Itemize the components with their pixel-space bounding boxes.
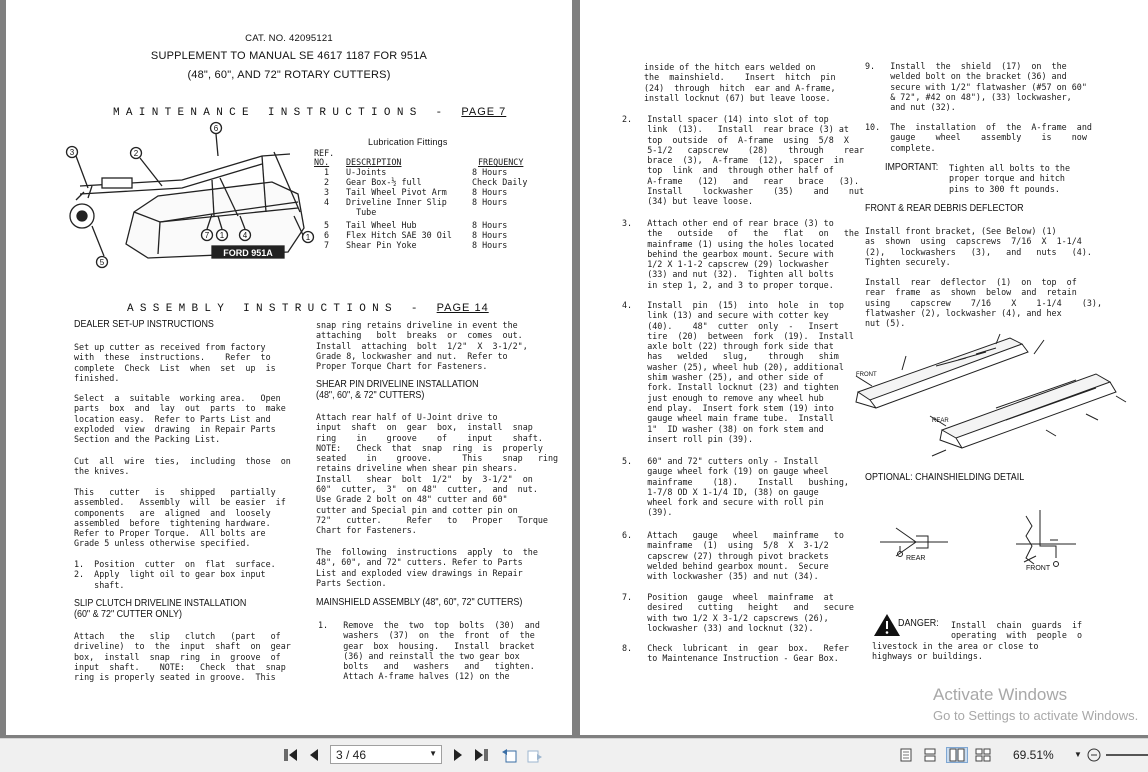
slip-clutch-paragraph: Attach the slip clutch (part of driveline) to the input shaft on gear box, install snap ring in groove of input shaft. NOTE: Check that snap ring is properly seated in groove. This [74,631,291,683]
lub-row-no: 2 [324,177,330,187]
slip-clutch-title: SLIP CLUTCH DRIVELINE INSTALLATION [74,598,247,609]
important-text: Tighten all bolts to the proper torque and hitch pins to 300 ft pounds. [949,163,1071,194]
maintenance-page-link[interactable]: PAGE 7 [461,106,507,118]
debris-deflector-paragraph: Install rear deflector (1) on top of rear frame as shown below and retain using capscrew 7/16 X 1-1/4 (3), flatwasher (2), lockwasher (4), and hex nut (5). [865,277,1102,329]
lub-row-no: 1 [324,167,330,177]
callout-4: 4 [242,231,248,240]
lub-row-freq: 8 Hours [472,240,508,250]
zoom-out-button[interactable] [1086,747,1102,763]
assembly-step-5: 5. 60" and 72" cutters only - Install gauge wheel fork (19) on gauge wheel mainframe (18). Install bushing, 1-7/8 OD X 1-1/4 ID, (38) on gauge wheel fork and secure with roll pin (39). [622,456,849,518]
activate-windows-watermark [933,685,1148,723]
first-page-button[interactable] [282,747,300,763]
driveline-continued-paragraph: snap ring retains driveline in event the attaching bolt breaks or comes out. Install attaching bolt 1/2" X 3-1/2", Grade 8, lockwasher and nut. Refer to Proper Torque Chart for Fasteners. [316,320,528,372]
viewer-toolbar [0,738,1148,772]
continuous-page-icon [924,748,936,762]
debris-deflector-paragraph: Install front bracket, (See Below) (1) as shown using capscrews 7/16 X 1-1/4 (2), lockwashers (3), and nuts (4). Tighten securely. [865,226,1092,267]
forward-view-icon [527,747,543,763]
lub-row-desc: Flex Hitch SAE 30 Oil [346,230,452,240]
assembly-heading: ASSEMBLY INSTRUCTIONS - PAGE 14 [127,302,489,315]
lub-row-desc: Tail Wheel Hub [346,220,417,230]
back-view-icon [501,747,517,763]
deflector-rear-label: REAR [932,418,949,424]
watermark-title: Activate Windows [933,685,1068,704]
lub-row-no: 5 [324,220,330,230]
chevron-down-icon: ▼ [429,749,437,758]
lub-col-ref-2: NO. [314,157,330,167]
maintenance-heading: MAINTENANCE INSTRUCTIONS - PAGE 7 [113,106,507,119]
debris-deflector-title: FRONT & REAR DEBRIS DEFLECTOR [865,203,1024,214]
lub-col-frequency: FREQUENCY [478,157,524,167]
lub-row-freq: 8 Hours [472,230,508,240]
danger-text-continued: livestock in the area or close to highways or buildings. [872,641,1039,662]
dealer-paragraph: Select a suitable working area. Open parts box and lay out parts to make location easy. Refer to Parts List and exploded view drawing in Repair Parts Section and the Packing List. [74,393,286,445]
lub-row-no: 7 [324,240,330,250]
deflector-front-label: FRONT [856,372,877,378]
assembly-step-2: 2. Install spacer (14) into slot of top link (13). Install rear brace (3) at top outside of A-frame using 5/8 X 5-1/2 capscrew (28) through rear brace (3), A-frame (12), spacer in top link and through other half of A-frame (12) and rear brace (3). Install lockwasher (35) and nut (34) but leave loose. [622,114,865,207]
chain-rear-label: REAR [906,555,926,562]
callout-1b: 1 [305,233,311,242]
dealer-steps: 1. Position cutter on flat surface. 2. Apply light oil to gear box input shaft. [74,559,276,590]
facing-pages-icon [949,748,965,762]
document-title: SUPPLEMENT TO MANUAL SE 4617 1187 FOR 951A [150,50,428,62]
assembly-step-8: 8. Check lubricant in gear box. Refer to Maintenance Instruction - Gear Box. [622,643,849,664]
debris-deflector-diagram [846,330,1146,458]
document-subtitle: (48", 60", AND 72" ROTARY CUTTERS) [187,69,391,81]
next-page-button[interactable] [450,747,466,763]
chainshielding-title: OPTIONAL: CHAINSHIELDING DETAIL [865,472,1025,483]
assembly-step-3: 3. Attach other end of rear brace (3) to the outside of the flat on the mainframe (1) using the holes located behind the gearbox mount. Secure with 1/2 X 1-1-2 capscrew (29) lockwasher (33) and nut (32). Tighten all bolts in step 1, 2, and 3 to proper torque. [622,218,859,290]
lub-row-desc: Driveline Inner Slip Tube [346,197,447,218]
lub-row-freq: 8 Hours [472,197,508,207]
lub-row-freq: 8 Hours [472,220,508,230]
lubrication-title: Lubrication Fittings [368,137,448,147]
shear-pin-subtitle: (48", 60", & 72" CUTTERS) [316,390,425,401]
continuous-facing-view-button[interactable] [974,747,992,763]
assembly-step-9: 9. Install the shield (17) on the welded bolt on the bracket (36) and secure with 1/2" flatwasher (#57 on 60" & 72", #42 on 48"), (33) lockwasher, and nut (32). [865,61,1087,113]
assembly-step-6: 6. Attach gauge wheel mainframe to mainframe (1) using 5/8 X 3-1/2 capscrew (27) through pivot brackets welded behind gearbox mount. Secure with lockwasher (35) and nut (34). [622,530,844,582]
danger-text: Install chain guards if operating with people o [951,620,1083,641]
mainshield-step-1-continued: inside of the hitch ears welded on the mainshield. Insert hitch pin (24) through hitch ear and A-frame, install locknut (67) but leave loose. [644,62,836,103]
assembly-page-link[interactable]: PAGE 14 [436,302,489,314]
watermark-subtitle: Go to Settings to activate Windows. [933,708,1139,723]
single-page-view-button[interactable] [898,747,914,763]
chainshielding-diagram [876,506,1100,576]
lub-row-freq: Check Daily [472,177,528,187]
continuous-facing-icon [975,748,991,762]
assembly-step-4: 4. Install pin (15) into hole in top link (13) and secure with cotter key (40). 48" cutter only - Insert tire (20) between fork (19). Install axle bolt (22) through fork side that has welded slug, through shim washer (25), wheel hub (20), additional shim washer (25), and other side of fork. Install locknut (23) and tighten just enough to remove any wheel hub end play. Insert fork stem (19) into gauge wheel main frame tube. Install 1" ID washer (38) on fork stem and insert roll pin (39). [622,300,854,444]
next-page-icon [453,749,463,761]
zoom-slider[interactable] [1106,754,1148,756]
callout-1: 1 [219,231,225,240]
page-number-value: 3 / 46 [336,747,367,762]
left-document-page [6,0,572,735]
previous-page-button[interactable] [306,747,322,763]
lub-row-freq: 8 Hours [472,167,508,177]
lub-row-desc: Tail Wheel Pivot Arm [346,187,447,197]
zoom-out-icon [1087,748,1101,762]
lub-col-description: DESCRIPTION [346,157,402,167]
continuous-view-button[interactable] [922,747,938,763]
catalog-number: CAT. NO. 42095121 [245,33,333,44]
slip-clutch-subtitle: (60" & 72" CUTTER ONLY) [74,609,182,620]
lub-row-desc: Shear Pin Yoke [346,240,417,250]
callout-3: 3 [69,148,75,157]
callout-7: 7 [204,231,210,240]
last-page-button[interactable] [472,747,490,763]
danger-label: DANGER: [898,618,939,629]
zoom-level[interactable]: 69.51% [1013,748,1054,762]
callout-5: 5 [99,258,105,267]
single-page-icon [900,748,912,762]
dealer-paragraph: Cut all wire ties, including those on the knives. [74,456,291,477]
dealer-setup-title: DEALER SET-UP INSTRUCTIONS [74,319,214,330]
go-forward-button[interactable] [526,747,544,763]
first-page-icon [284,749,298,761]
lub-row-no: 6 [324,230,330,240]
assembly-step-7: 7. Position gauge wheel mainframe at desired cutting height and secure with two 1/2 X 3-1/2 capscrews (26), lockwasher (33) and locknut (32). [622,592,854,633]
lub-row-desc: U-Joints [346,167,387,177]
important-label: IMPORTANT: [885,162,939,173]
rotary-cutter-diagram [62,116,322,274]
mainshield-step-1: 1. Remove the two top bolts (30) and washers (37) on the front of the gear box housing. Install bracket (36) and reinstall the two gear box bolts and washers and tighten. Attach A-frame halves (12) on the [318,620,540,682]
lub-row-desc: Gear Box-½ full [346,177,422,187]
right-document-page [580,0,1148,735]
shear-pin-paragraph: Attach rear half of U-Joint drive to input shaft on gear box, install snap ring in groove of input shaft. NOTE: Check that snap ring is properly seated in groove. This snap ring retains driveline when shear pin shears. Install shear bolt 1/2" by 3-1/2" on 60" cutter, 3" on 48" cutter, and nut. Use Grade 2 bolt on 48" cutter and 60" cutter and Special pin and cotter pin on 72" cutter. Refer to Proper Torque Chart for Fasteners. [316,412,559,536]
lub-col-ref-1: REF. [314,148,335,158]
mainshield-title: MAINSHIELD ASSEMBLY (48", 60", 72" CUTTERS) [316,597,523,608]
previous-page-icon [309,749,319,761]
dealer-paragraph: Set up cutter as received from factory with these instructions. Refer to complete Check List when set up is finished. [74,342,276,383]
lub-row-no: 3 [324,187,330,197]
page-number-select[interactable] [330,745,442,764]
callout-6: 6 [213,124,219,133]
go-back-button[interactable] [500,747,518,763]
dealer-paragraph: This cutter is shipped partially assembled. Assembly will be easier if components are aligned and loosely assembled before tightening hardware. Refer to Proper Torque. All bolts are Grade 5 unless otherwise specified. [74,487,286,549]
shear-pin-title: SHEAR PIN DRIVELINE INSTALLATION [316,379,479,390]
callout-2: 2 [133,149,139,158]
last-page-icon [474,749,488,761]
lub-row-no: 4 [324,197,330,207]
facing-view-button[interactable] [946,747,968,763]
lub-row-freq: 8 Hours [472,187,508,197]
assembly-step-10: 10. The installation of the A-frame and gauge wheel assembly is now complete. [865,122,1092,153]
zoom-dropdown-icon[interactable]: ▼ [1074,750,1082,759]
following-paragraph: The following instructions apply to the 48", 60", and 72" cutters. Refer to Parts List and exploded view drawings in Repair Parts Section. [316,547,538,588]
ford-brand-label: FORD 951A [223,248,273,258]
chain-front-label: FRONT [1026,565,1051,572]
